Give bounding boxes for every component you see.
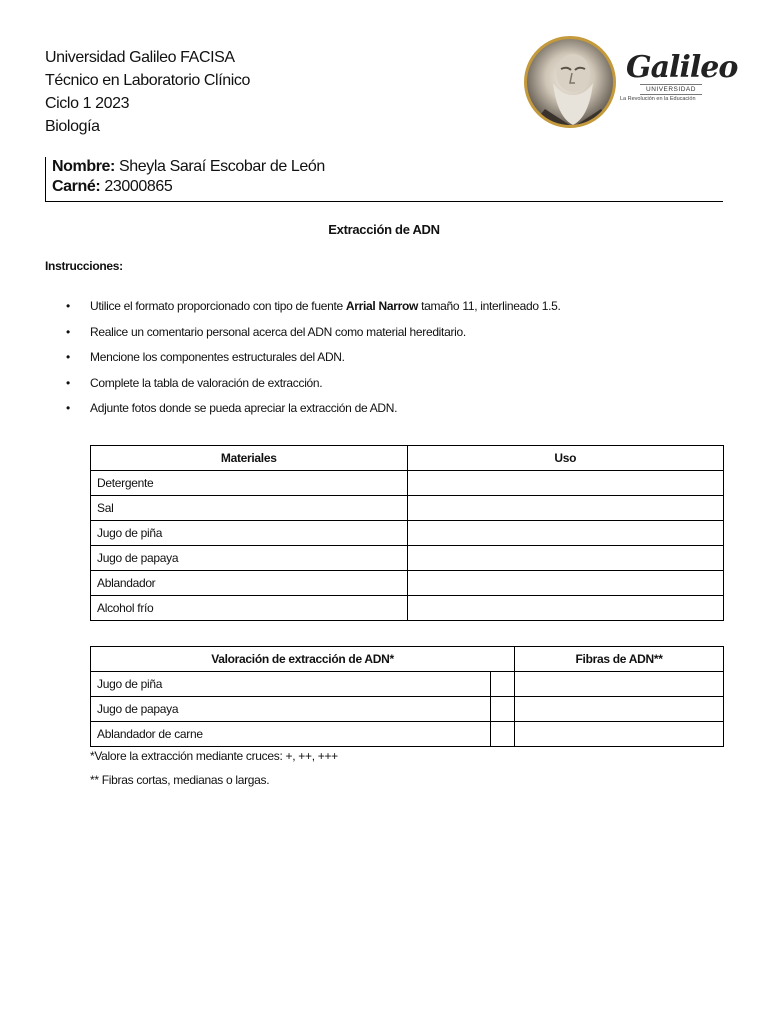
galileo-wordmark [618, 50, 738, 110]
use-cell[interactable] [407, 546, 724, 571]
use-cell[interactable] [407, 596, 724, 621]
program-line: Técnico en Laboratorio Clínico [45, 72, 251, 89]
table-row [91, 471, 724, 496]
material-cell: Jugo de papaya [91, 546, 408, 571]
student-info [45, 157, 723, 202]
id-label: Carné: [52, 178, 101, 195]
list-item: • Mencione los componentes estructurales del ADN. [66, 345, 561, 371]
table-row [91, 546, 724, 571]
column-header-fibras: Fibras de ADN** [515, 647, 724, 672]
material-cell: Sal [91, 496, 408, 521]
student-name-line [52, 157, 723, 177]
column-header-uso: Uso [407, 446, 724, 471]
material-cell: Detergente [91, 471, 408, 496]
sample-cell: Ablandador de carne [91, 722, 491, 747]
table-header-row [91, 446, 724, 471]
name-label: Nombre: [52, 158, 115, 175]
logo-university-text: UNIVERSIDAD [640, 84, 702, 95]
use-cell[interactable] [407, 571, 724, 596]
table-row [91, 496, 724, 521]
column-header-materiales: Materiales [91, 446, 408, 471]
material-cell: Ablandador [91, 571, 408, 596]
fibers-cell[interactable] [515, 722, 724, 747]
name-value: Sheyla Saraí Escobar de León [119, 158, 325, 175]
table-header-row [91, 647, 724, 672]
cycle-line: Ciclo 1 2023 [45, 95, 130, 112]
course-line: Biología [45, 118, 100, 135]
instruction-text: Utilice el formato proporcionado con tipo de fuente [90, 299, 346, 313]
list-item: • Realice un comentario personal acerca del ADN como material hereditario. [66, 320, 561, 346]
table-row [91, 722, 724, 747]
table-row [91, 697, 724, 722]
list-item: • Complete la tabla de valoración de extracción. [66, 371, 561, 397]
fibers-cell[interactable] [515, 697, 724, 722]
valuation-cell[interactable] [490, 722, 514, 747]
id-value: 23000865 [104, 178, 173, 195]
logo-wordmark-text: Galileo [626, 50, 738, 85]
valuation-cell[interactable] [490, 672, 514, 697]
use-cell[interactable] [407, 521, 724, 546]
portrait-bust-icon [527, 39, 616, 128]
table-row [91, 596, 724, 621]
logo-tagline: La Revolución en la Educación [620, 96, 696, 102]
galileo-portrait-logo [524, 36, 616, 128]
list-item: • Adjunte fotos donde se pueda apreciar la extracción de ADN. [66, 396, 561, 422]
institution-header [45, 46, 250, 138]
valuation-cell[interactable] [490, 697, 514, 722]
table-row [91, 571, 724, 596]
student-id-line [52, 177, 723, 197]
university-line: Universidad Galileo FACISA [45, 49, 235, 66]
table-row [91, 672, 724, 697]
use-cell[interactable] [407, 496, 724, 521]
sample-cell: Jugo de piña [91, 672, 491, 697]
document-title: Extracción de ADN [328, 222, 440, 237]
column-header-valoracion: Valoración de extracción de ADN* [91, 647, 515, 672]
instructions-list [66, 294, 561, 422]
table-row [91, 521, 724, 546]
fibers-cell[interactable] [515, 672, 724, 697]
list-item [66, 294, 561, 320]
font-name: Arrial Narrow [345, 299, 419, 313]
instructions-heading: Instrucciones: [45, 259, 123, 273]
materials-table [90, 445, 724, 621]
footnote-valuation: *Valore la extracción mediante cruces: +, ++, +++ [90, 749, 338, 763]
instruction-text: tamaño 11, interlineado 1.5. [418, 299, 561, 313]
valuation-table [90, 646, 724, 747]
sample-cell: Jugo de papaya [91, 697, 491, 722]
use-cell[interactable] [407, 471, 724, 496]
footnote-fibers: ** Fibras cortas, medianas o largas. [90, 773, 270, 787]
material-cell: Jugo de piña [91, 521, 408, 546]
material-cell: Alcohol frío [91, 596, 408, 621]
